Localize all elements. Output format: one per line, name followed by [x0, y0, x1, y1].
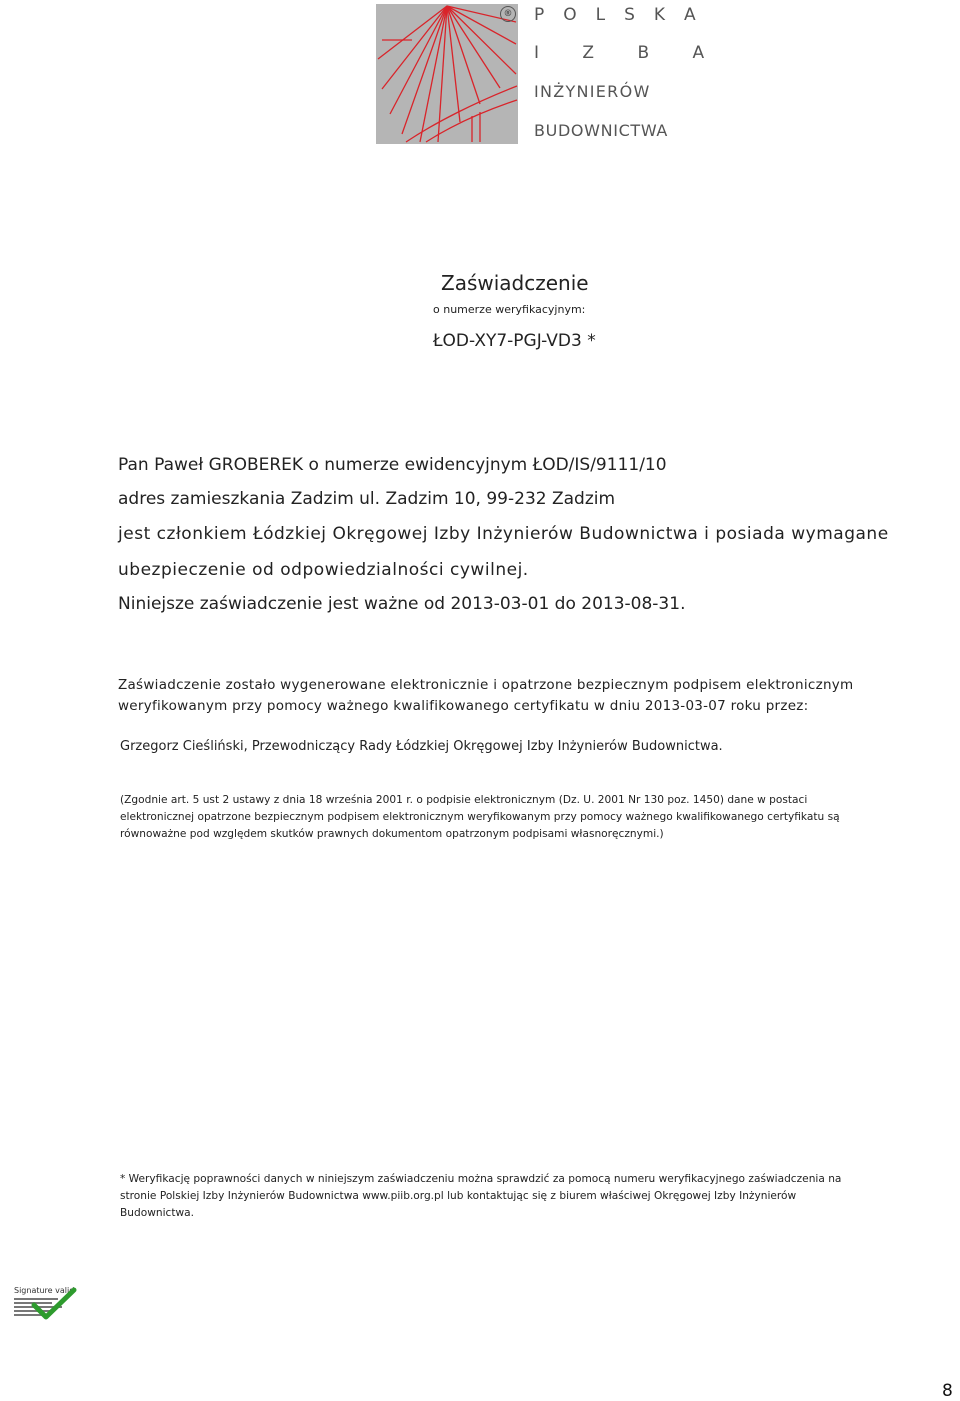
legal-note-line-3: równoważne pod względem skutków prawnych dokumentom opatrzonym podpisami własnoręcznymi.) [120, 828, 664, 840]
piib-logo-mark [376, 4, 518, 144]
body-line-membership: jest członkiem Łódzkiej Okręgowej Izby Inżynierów Budownictwa i posiada wymagane [118, 524, 889, 544]
page-number: 8 [942, 1381, 953, 1401]
body-line-member: Pan Paweł GROBEREK o numerze ewidencyjnym ŁOD/IS/9111/10 [118, 455, 667, 475]
footnote-line-1: * Weryfikację poprawności danych w niniejszym zaświadczeniu można sprawdzić za pomocą numeru weryfikacyjnego zaświadczenia na [120, 1173, 842, 1185]
logo-text-izba: I Z B A [534, 43, 711, 63]
logo-text-budownictwa: BUDOWNICTWA [534, 121, 668, 140]
generation-line-1: Zaświadczenie zostało wygenerowane elektronicznie i opatrzone bezpiecznym podpisem elektronicznym [118, 677, 854, 693]
footnote-line-2: stronie Polskiej Izby Inżynierów Budownictwa www.piib.org.pl lub kontaktując się z biurem właściwej Okręgowej Izby Inżynierów [120, 1190, 797, 1202]
legal-note-line-1: (Zgodnie art. 5 ust 2 ustawy z dnia 18 września 2001 r. o podpisie elektronicznym (Dz. U. 2001 Nr 130 poz. 1450) dane w postaci [120, 794, 808, 806]
body-line-address: adres zamieszkania Zadzim ul. Zadzim 10, 99-232 Zadzim [118, 489, 616, 509]
checkmark-icon [30, 1287, 78, 1321]
signature-valid-label: Signature valid [14, 1286, 75, 1295]
signer-line: Grzegorz Cieśliński, Przewodniczący Rady Łódzkiej Okręgowej Izby Inżynierów Budownictwa. [120, 739, 723, 754]
verification-label: o numerze weryfikacyjnym: [433, 303, 586, 316]
document-title: Zaświadczenie [441, 271, 589, 295]
body-line-validity: Niniejsze zaświadczenie jest ważne od 2013-03-01 do 2013-08-31. [118, 594, 686, 614]
body-line-insurance: ubezpieczenie od odpowiedzialności cywilnej. [118, 560, 529, 580]
legal-note-line-2: elektronicznej opatrzone bezpiecznym podpisem elektronicznym weryfikowanym przy pomocy ważnego kwalifikowanego certyfikatu są [120, 811, 840, 823]
generation-line-2: weryfikowanym przy pomocy ważnego kwalifikowanego certyfikatu w dniu 2013-03-07 roku przez: [118, 698, 809, 714]
logo-text-polska: P O L S K A [534, 5, 703, 25]
logo-text-inzynierow: INŻYNIERÓW [534, 82, 651, 101]
footnote-line-3: Budownictwa. [120, 1207, 195, 1219]
verification-number: ŁOD-XY7-PGJ-VD3 * [433, 331, 596, 351]
registered-mark: ® [500, 6, 516, 22]
